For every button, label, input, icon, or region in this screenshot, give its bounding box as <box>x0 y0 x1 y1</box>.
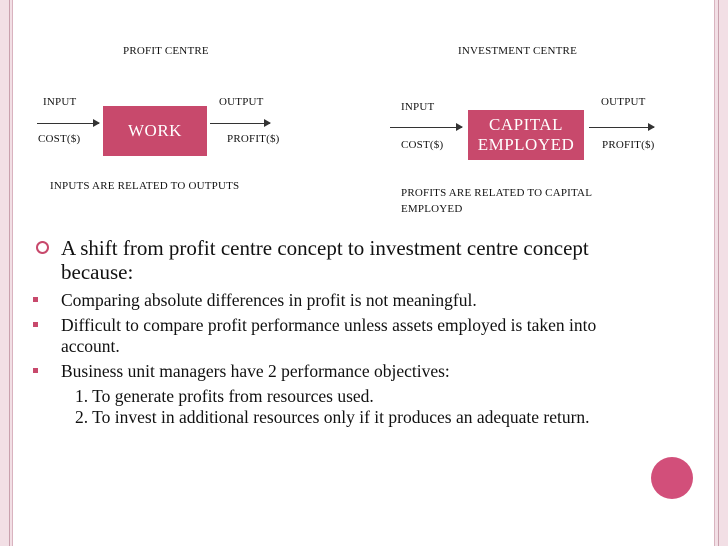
investment-centre-caption-line1: PROFITS ARE RELATED TO CAPITAL <box>401 187 593 199</box>
capital-employed-line2: EMPLOYED <box>477 135 575 154</box>
investment-centre-title: INVESTMENT CENTRE <box>458 45 577 57</box>
work-box: WORK <box>103 106 207 156</box>
main-bullet-line1: A shift from profit centre concept to investment centre concept <box>61 236 589 260</box>
profit-centre-output-label: OUTPUT <box>219 96 264 108</box>
square-bullet-icon <box>33 368 38 373</box>
capital-employed-line1: CAPITAL <box>489 115 563 134</box>
left-border-decoration <box>0 0 13 546</box>
investment-centre-input-arrow <box>390 127 462 128</box>
investment-centre-cost-label: COST($) <box>401 139 444 151</box>
objective-item: 1. To generate profits from resources used. <box>75 386 374 406</box>
bullet-list <box>33 236 698 428</box>
investment-centre-output-arrow <box>589 127 654 128</box>
investment-centre-output-label: OUTPUT <box>601 96 646 108</box>
profit-centre-input-arrow <box>37 123 99 124</box>
investment-centre-profit-label: PROFIT($) <box>602 139 655 151</box>
capital-employed-box <box>468 110 584 160</box>
square-bullet-icon <box>33 297 38 302</box>
objective-item: 2. To invest in additional resources only if it produces an adequate return. <box>75 407 590 427</box>
point-text: Difficult to compare profit performance unless assets employed is taken into <box>61 315 597 335</box>
investment-centre-caption-line2: EMPLOYED <box>401 203 463 215</box>
profit-centre-caption: INPUTS ARE RELATED TO OUTPUTS <box>50 180 240 192</box>
main-bullet-line2: because: <box>61 260 134 284</box>
square-bullet-icon <box>33 322 38 327</box>
profit-centre-input-label: INPUT <box>43 96 77 108</box>
point-item <box>33 361 698 382</box>
point-item <box>33 290 698 311</box>
point-text-continued: account. <box>61 336 120 356</box>
ring-bullet-icon <box>36 241 49 254</box>
point-item <box>33 315 698 357</box>
point-text: Comparing absolute differences in profit is not meaningful. <box>61 290 477 310</box>
main-bullet <box>33 236 698 284</box>
profit-centre-title: PROFIT CENTRE <box>123 45 209 57</box>
decorative-circle <box>651 457 693 499</box>
right-border-decoration <box>714 0 728 546</box>
profit-centre-output-arrow <box>210 123 270 124</box>
point-text: Business unit managers have 2 performance objectives: <box>61 361 450 381</box>
profit-centre-profit-label: PROFIT($) <box>227 133 280 145</box>
investment-centre-input-label: INPUT <box>401 101 435 113</box>
profit-centre-cost-label: COST($) <box>38 133 81 145</box>
